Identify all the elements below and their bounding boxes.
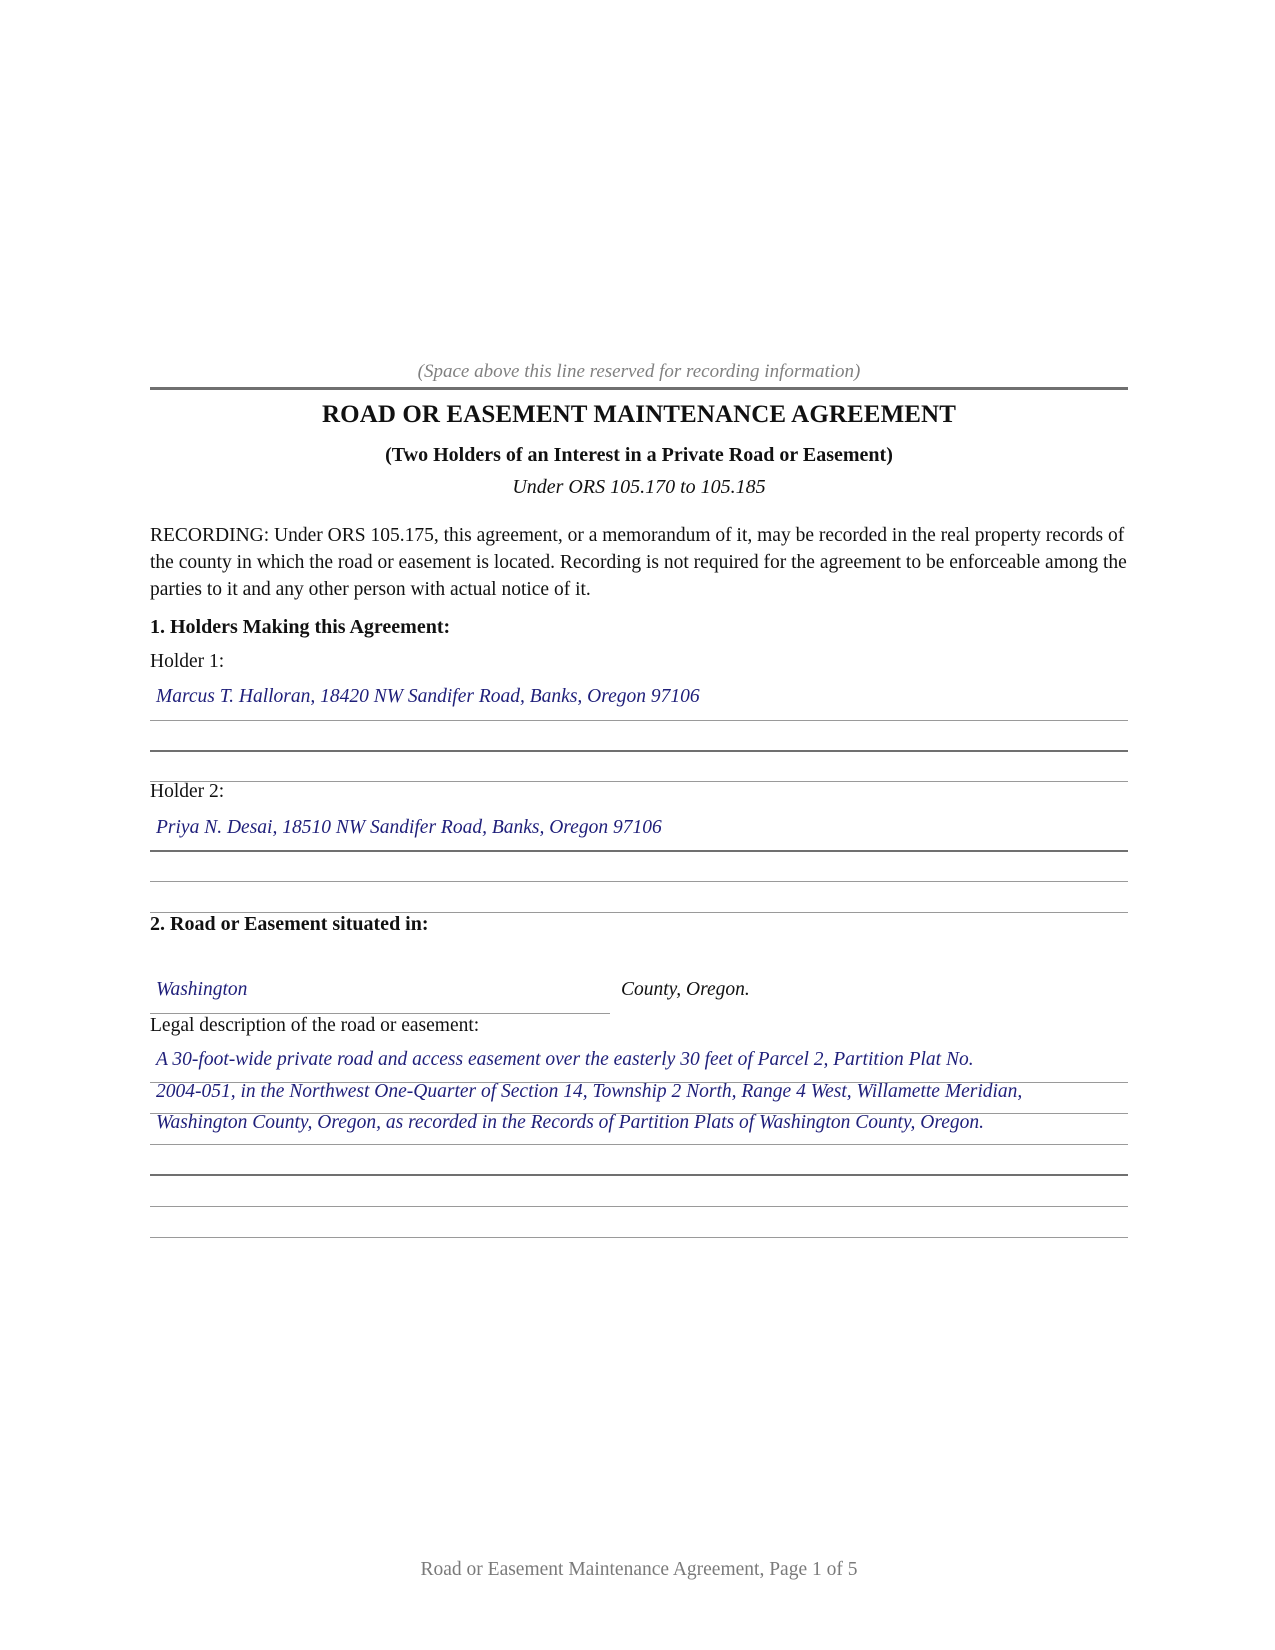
county-field[interactable]: Washington [156, 979, 248, 1000]
legal-line-rule-6 [150, 1237, 1128, 1238]
document-title: ROAD OR EASEMENT MAINTENANCE AGREEMENT [322, 401, 956, 428]
document-subtitle: (Two Holders of an Interest in a Private Road or Easement) [385, 444, 893, 466]
holder-2-line-2 [150, 881, 1128, 882]
recording-space-note: (Space above this line reserved for recording information) [417, 361, 861, 382]
recording-paragraph: RECORDING: Under ORS 105.175, this agreement, or a memorandum of it, may be recorded in the real property records of the county in which the road or easement is located. Recording is not required for the agreement to be enforceable among the parties to it and any other person with actual notice of it. [150, 525, 1127, 600]
legal-line-rule-3 [150, 1144, 1128, 1145]
statute-reference: Under ORS 105.170 to 105.185 [512, 476, 766, 498]
holder-1-field[interactable]: Marcus T. Halloran, 18420 NW Sandifer Road, Banks, Oregon 97106 [156, 686, 700, 707]
holder-2-field[interactable]: Priya N. Desai, 18510 NW Sandifer Road, Banks, Oregon 97106 [156, 817, 662, 838]
county-suffix: County, Oregon. [621, 979, 750, 1000]
holder-2-line-1 [150, 850, 1128, 852]
holder-2-label: Holder 2: [150, 781, 225, 802]
holder-1-line-2 [150, 750, 1128, 752]
page-footer: Road or Easement Maintenance Agreement, Page 1 of 5 [420, 1559, 858, 1580]
legal-description-label: Legal description of the road or easement: [150, 1015, 480, 1036]
holder-1-label: Holder 1: [150, 651, 225, 672]
document-page [150, 0, 1128, 1650]
legal-description-line-1[interactable]: A 30-foot-wide private road and access easement over the easterly 30 feet of Parcel 2, Partition Plat No. [156, 1049, 974, 1070]
section-2-heading: 2. Road or Easement situated in: [150, 913, 429, 935]
legal-line-rule-4 [150, 1174, 1128, 1176]
recording-divider [150, 387, 1128, 390]
section-1-heading: 1. Holders Making this Agreement: [150, 616, 451, 638]
legal-line-rule-5 [150, 1206, 1128, 1207]
legal-description-line-2[interactable]: 2004-051, in the Northwest One-Quarter of Section 14, Township 2 North, Range 4 West, Willamette Meridian, [156, 1081, 1023, 1102]
legal-description-line-3[interactable]: Washington County, Oregon, as recorded in the Records of Partition Plats of Washington County, Oregon. [156, 1112, 985, 1133]
holder-1-line-1 [150, 720, 1128, 721]
county-line [150, 1013, 610, 1014]
